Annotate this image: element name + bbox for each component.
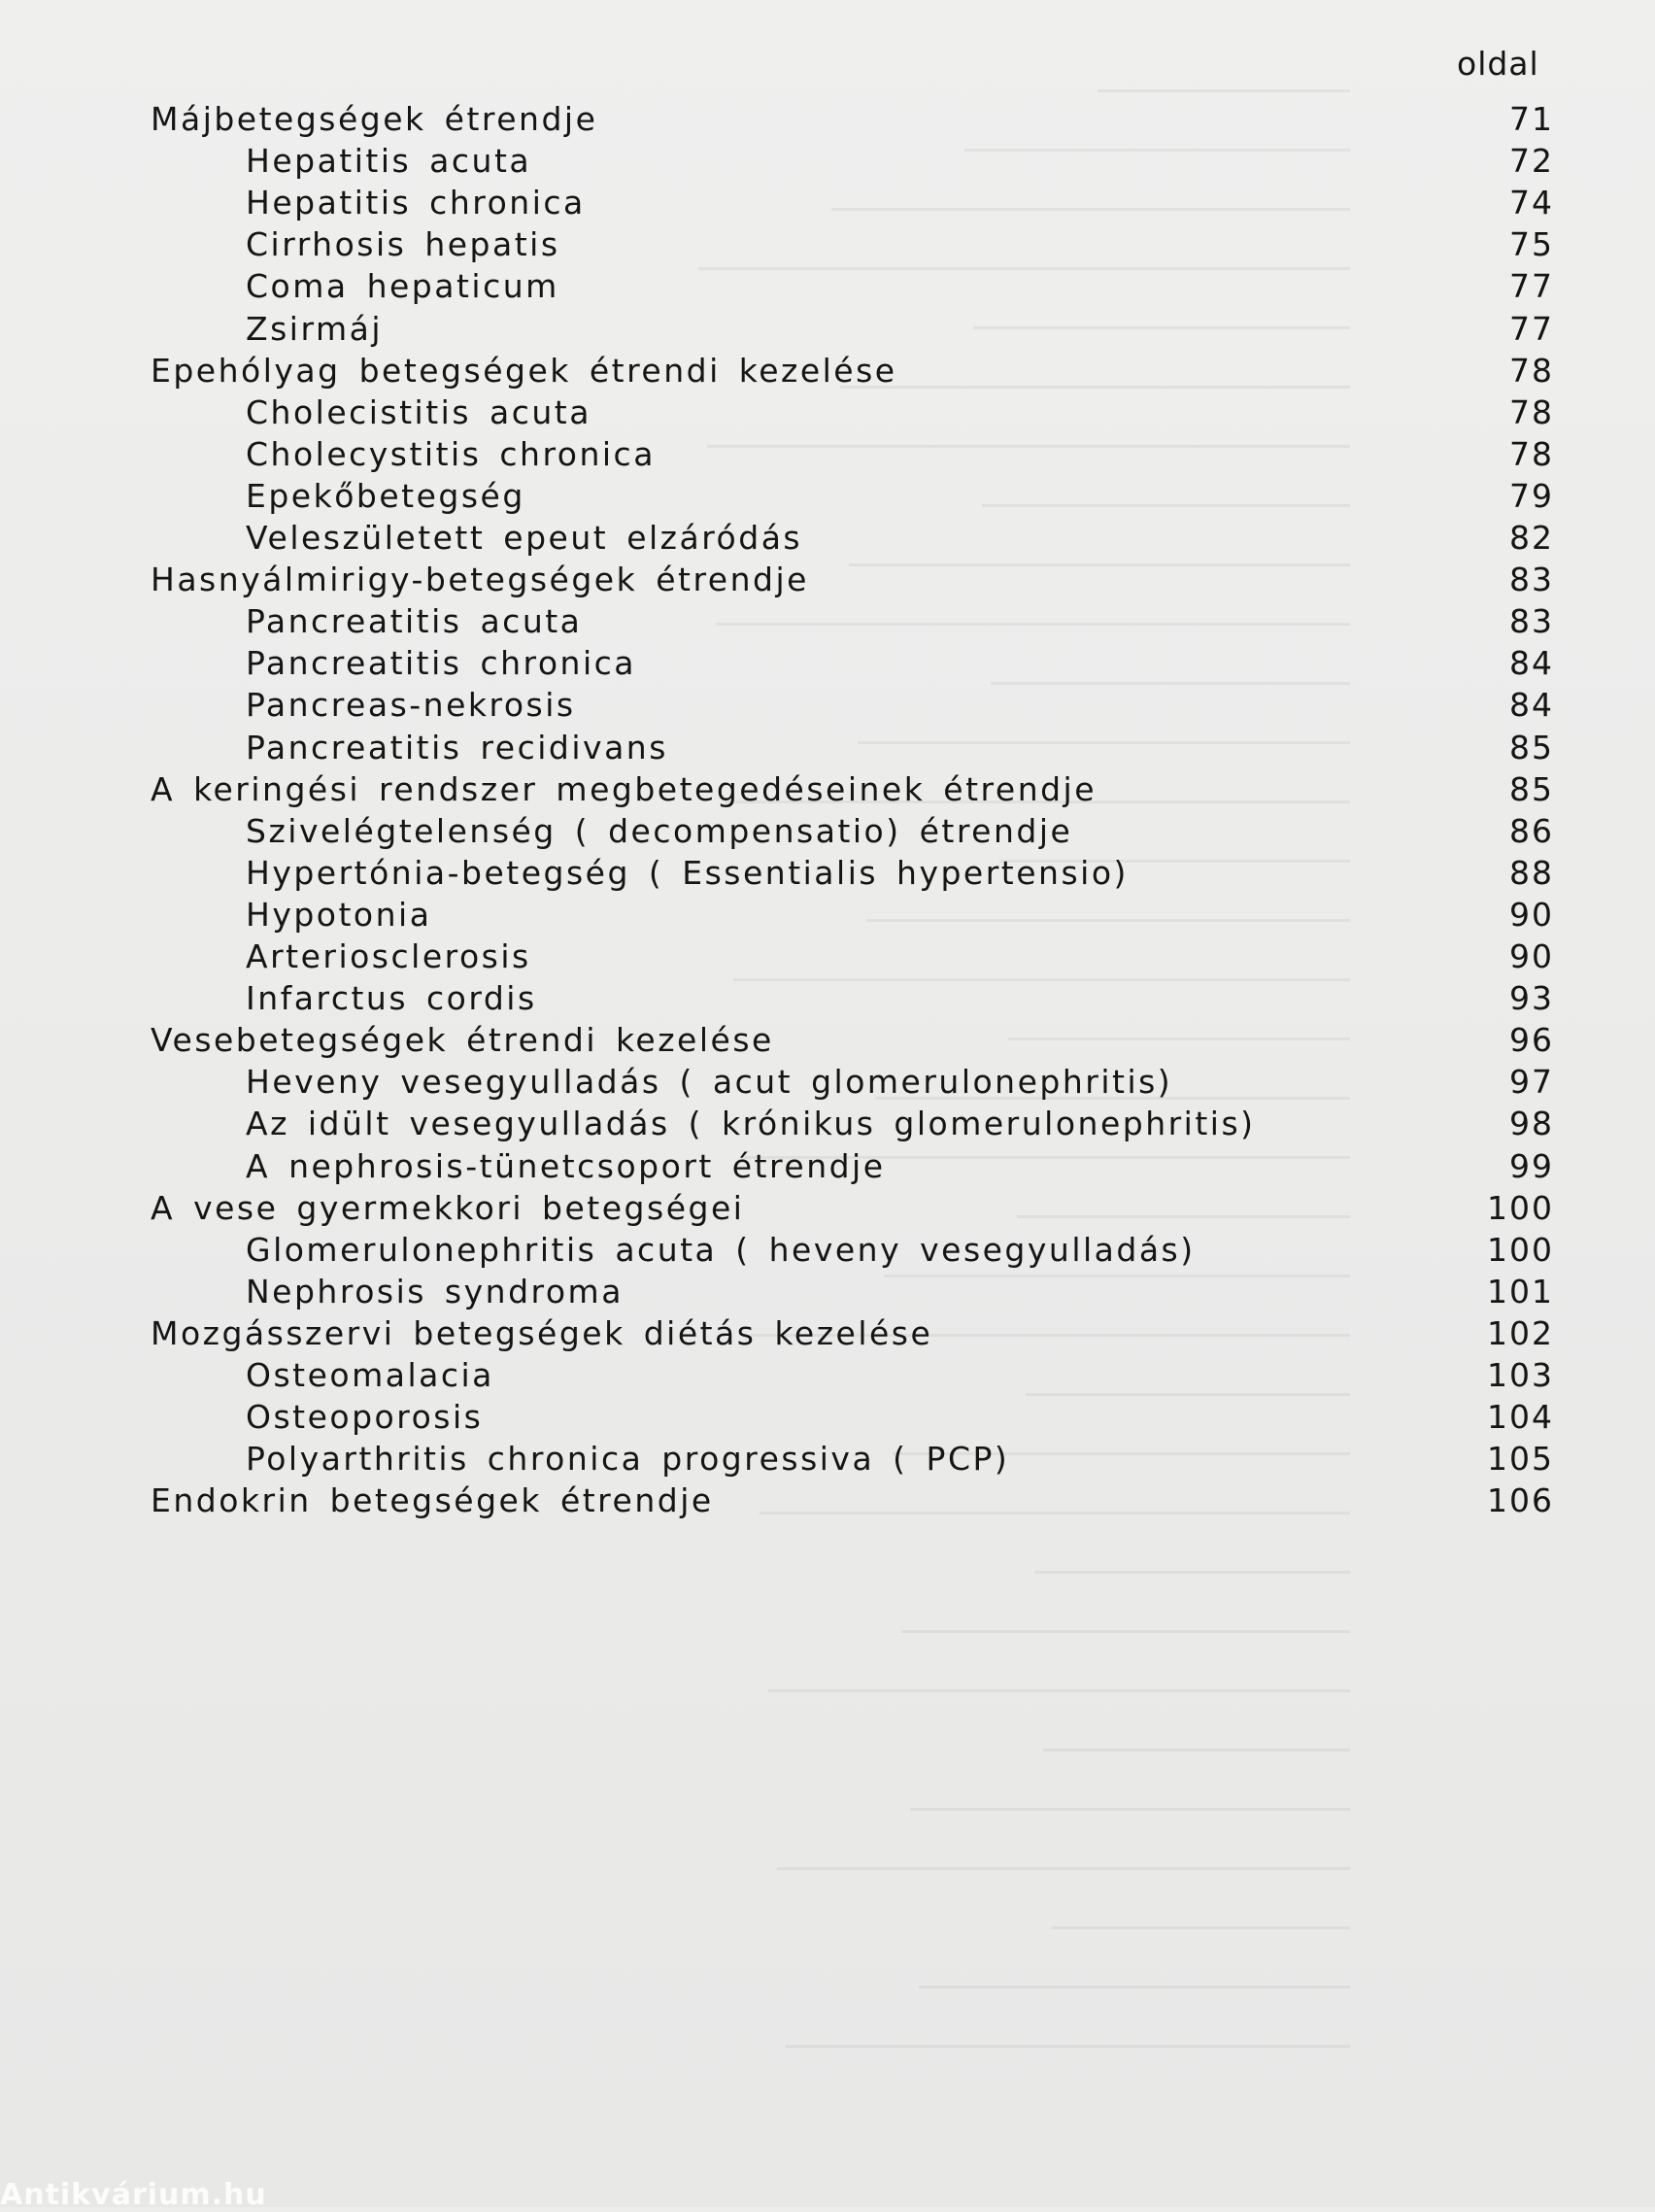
toc-page-number: 85 [1509,770,1554,808]
bleed-through-line [1017,1215,1350,1218]
toc-section-title: Hypertónia-betegség ( Essentialis hypertensio) [246,854,1129,892]
toc-section-title: Cholecistitis acuta [246,393,591,431]
toc-section-title: Hypotonia [246,896,432,934]
toc-section-title: Pancreatitis chronica [246,644,637,682]
toc-page-number: 83 [1509,561,1554,598]
toc-section-title: Polyarthritis chronica progressiva ( PCP) [246,1440,1010,1478]
toc-page-number: 84 [1509,686,1554,724]
toc-chapter-title: Mozgásszervi betegségek diétás kezelése [151,1314,933,1352]
toc-section-title: Arteriosclerosis [246,937,531,975]
toc-section-title: Osteomalacia [246,1356,494,1394]
toc-page-number: 84 [1509,644,1554,682]
toc-page-number: 106 [1487,1481,1554,1519]
toc-page-number: 74 [1509,184,1554,221]
toc-page-number: 93 [1509,979,1554,1017]
toc-chapter-title: Vesebetegségek étrendi kezelése [151,1021,774,1059]
toc-page-number: 102 [1487,1314,1554,1352]
toc-page-number: 100 [1487,1189,1554,1227]
toc-page-number: 78 [1509,435,1554,473]
toc-page-number: 100 [1487,1231,1554,1269]
bleed-through-line [1098,89,1350,92]
toc-page-number: 101 [1487,1273,1554,1310]
toc-section-title: Glomerulonephritis acuta ( heveny vesegyulladás) [246,1231,1196,1269]
toc-page-number: 96 [1509,1021,1554,1059]
bleed-through-line [964,149,1350,152]
toc-chapter-title: Endokrin betegségek étrendje [151,1481,714,1519]
toc-chapter-title: A keringési rendszer megbetegedéseinek étrendje [151,770,1098,808]
toc-page-number: 104 [1487,1398,1554,1436]
toc-section-title: Coma hepaticum [246,267,559,305]
toc-section-title: A nephrosis-tünetcsoport étrendje [246,1147,886,1185]
bleed-through-line [698,267,1350,270]
toc-page-number: 78 [1509,393,1554,431]
toc-section-title: Osteoporosis [246,1398,484,1436]
toc-chapter-title: Epehólyag betegségek étrendi kezelése [151,352,897,390]
toc-page-number: 79 [1509,477,1554,515]
bleed-through-line [858,741,1350,744]
toc-page-number: 85 [1509,729,1554,766]
toc-section-title: Hepatitis chronica [246,184,586,221]
toc-section-title: Cholecystitis chronica [246,435,656,473]
toc-section-title: Epekőbetegség [246,477,525,515]
bleed-through-line [777,1867,1350,1870]
bleed-through-line [733,978,1350,981]
toc-page-number: 97 [1509,1063,1554,1101]
bleed-through-line [1043,1749,1350,1752]
toc-section-title: Pancreatitis acuta [246,602,583,640]
toc-page-number: 78 [1509,352,1554,390]
toc-section-title: Zsirmáj [246,310,383,348]
toc-page-number: 99 [1509,1147,1554,1185]
bleed-through-line [884,1275,1350,1277]
bleed-through-line [1008,1038,1350,1040]
bleed-through-line [919,1986,1350,1989]
bleed-through-line [840,386,1350,389]
toc-page-number: 82 [1509,519,1554,557]
toc-page-number: 98 [1509,1105,1554,1142]
toc-section-title: Szivelégtelenség ( decompensatio) étrendje [246,812,1073,850]
toc-chapter-title: Hasnyálmirigy-betegségek étrendje [151,561,809,598]
toc-page-number: 90 [1509,937,1554,975]
toc-page-number: 105 [1487,1440,1554,1478]
bleed-through-line [1052,1926,1350,1929]
bleed-through-line [982,504,1350,507]
toc-page-number: 83 [1509,602,1554,640]
toc-page-number: 88 [1509,854,1554,892]
bleed-through-line [849,563,1350,566]
bleed-through-line [866,919,1350,922]
bleed-through-line [1026,1393,1350,1396]
bleed-through-line [760,1512,1350,1514]
page-column-header: oldal [1457,45,1539,83]
bleed-through-line [786,2045,1350,2048]
watermark-logo: Antikvárium.hu [0,2178,267,2212]
toc-page-number: 90 [1509,896,1554,934]
bleed-through-line [901,1630,1350,1633]
toc-page-number: 75 [1509,225,1554,263]
toc-section-title: Heveny vesegyulladás ( acut glomerulonephritis) [246,1063,1173,1101]
toc-section-title: Az idült vesegyulladás ( krónikus glomerulonephritis) [246,1105,1256,1142]
toc-page-number: 77 [1509,267,1554,305]
toc-chapter-title: A vese gyermekkori betegségei [151,1189,745,1227]
toc-chapter-title: Májbetegségek étrendje [151,100,598,138]
toc-section-title: Pancreas-nekrosis [246,686,576,724]
toc-section-title: Nephrosis syndroma [246,1273,624,1310]
bleed-through-line [716,623,1350,626]
bleed-through-line [768,1689,1350,1692]
toc-section-title: Pancreatitis recidivans [246,729,668,766]
bleed-through-line [973,326,1350,329]
bleed-through-line [1034,1571,1350,1574]
toc-section-title: Hepatitis acuta [246,142,532,180]
bleed-through-line [831,208,1350,211]
toc-page-number: 86 [1509,812,1554,850]
toc-page-number: 77 [1509,310,1554,348]
toc-section-title: Cirrhosis hepatis [246,225,560,263]
bleed-through-line [910,1808,1350,1811]
toc-page-number: 71 [1509,100,1554,138]
toc-page-number: 72 [1509,142,1554,180]
bleed-through-line [991,682,1350,685]
toc-section-title: Infarctus cordis [246,979,537,1017]
bleed-through-line [707,445,1350,448]
toc-page-number: 103 [1487,1356,1554,1394]
toc-section-title: Veleszületett epeut elzáródás [246,519,803,557]
